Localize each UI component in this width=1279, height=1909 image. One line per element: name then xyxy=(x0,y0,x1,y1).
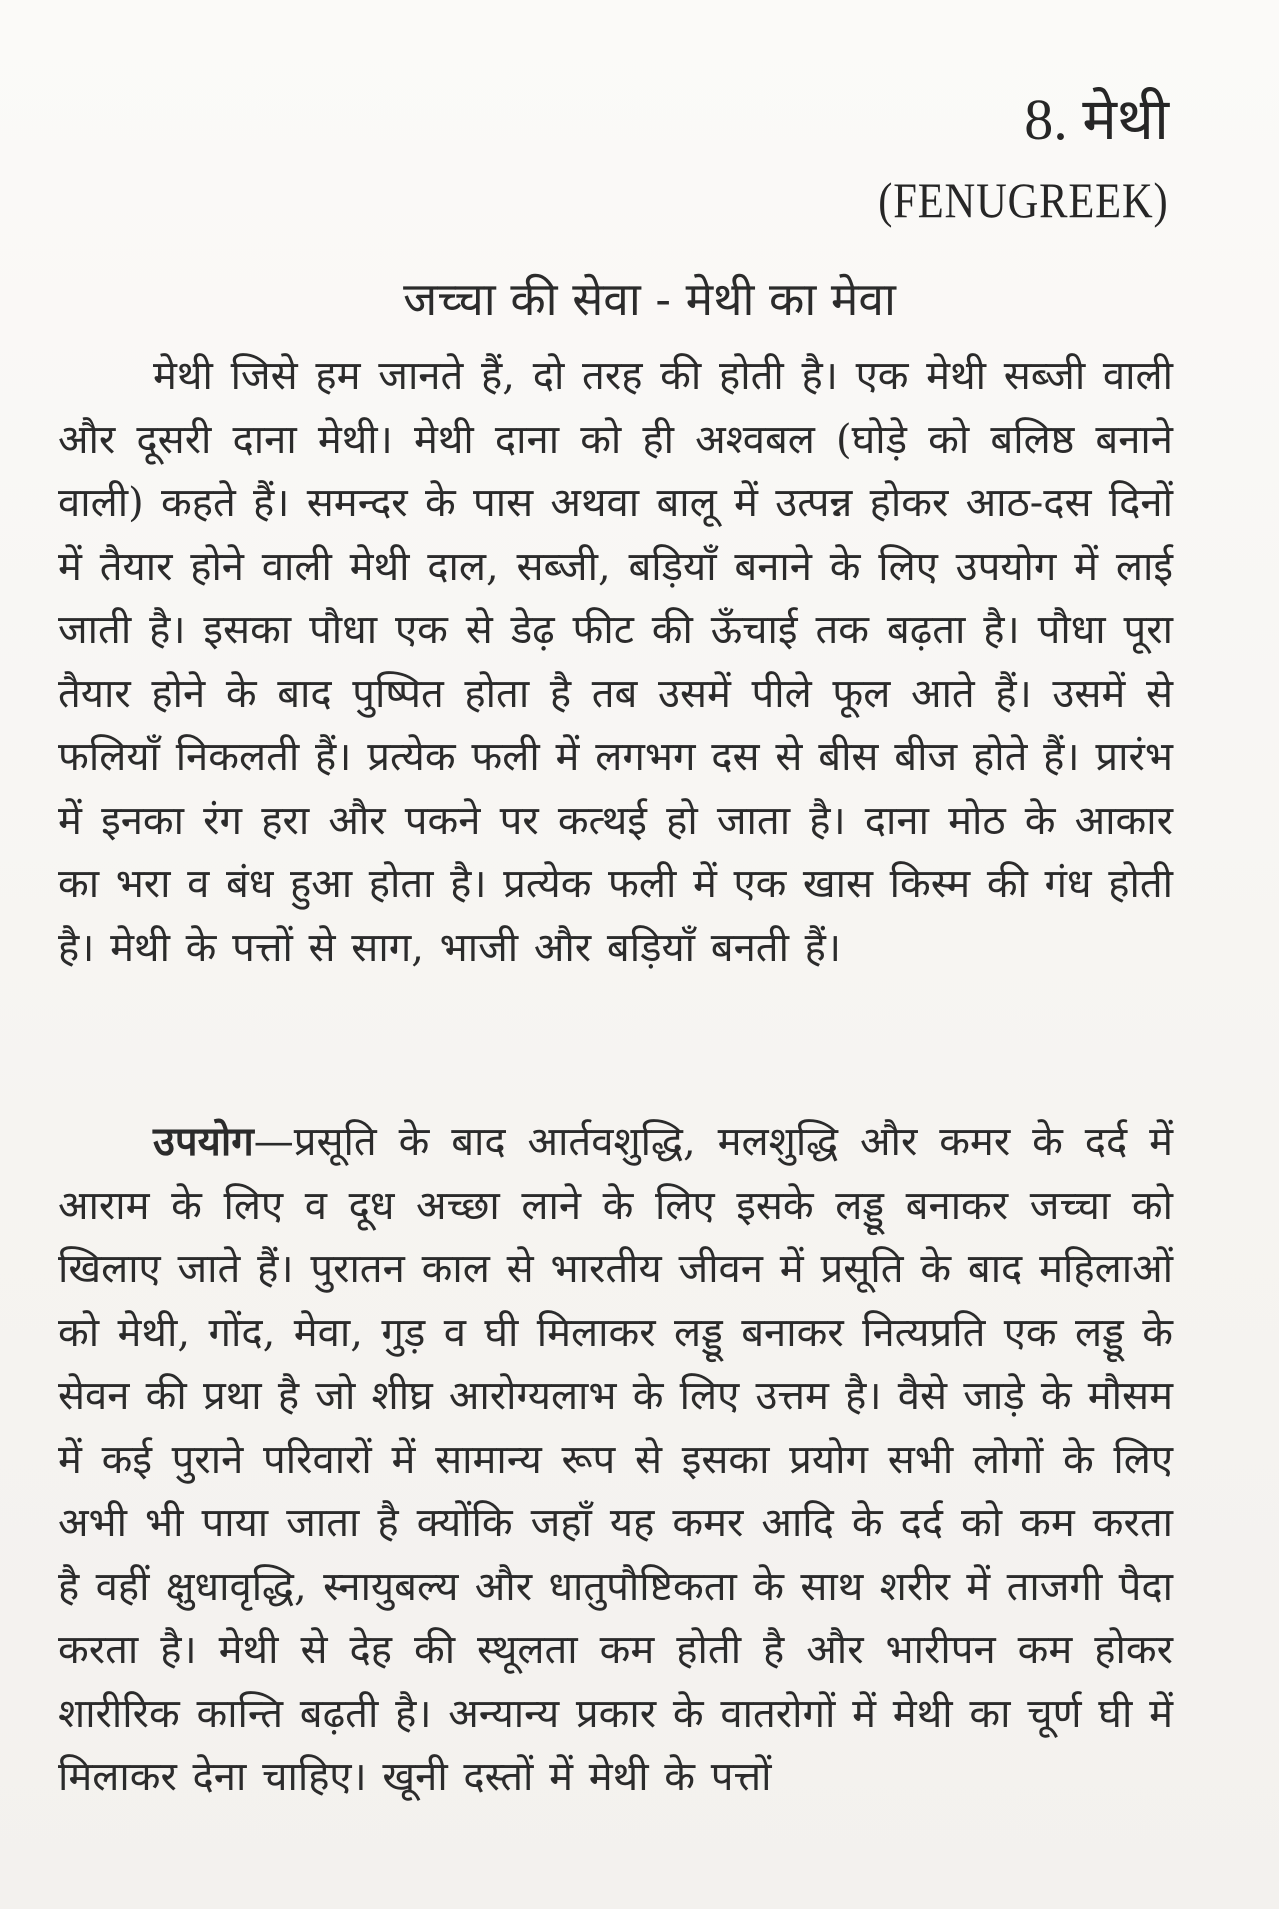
paragraph-uses xyxy=(58,1110,1173,1810)
paragraph-text: मेथी जिसे हम जानते हैं, दो तरह की होती है। एक मेथी सब्जी वाली और दूसरी दाना मेथी। मेथी दाना को ही अश्वबल (घोड़े को बलिष्ठ बनाने वाली) कहते हैं। समन्दर के पास अथवा बालू में उत्पन्न होकर आठ-दस दिनों में तैयार होने वाली मेथी दाल, सब्जी, बड़ियाँ बनाने के लिए उपयोग में लाई जाती है। इसका पौधा एक से डेढ़ फीट की ऊँचाई तक बढ़ता है। पौधा पूरा तैयार होने के बाद पुष्पित होता है तब उसमें पीले फूल आते हैं। उसमें से फलियाँ निकलती हैं। प्रत्येक फली में लगभग दस से बीस बीज होते हैं। प्रारंभ में इनका रंग हरा और पकने पर कत्थई हो जाता है। दाना मोठ के आकार का भरा व बंध हुआ होता है। प्रत्येक फली में एक खास किस्म की गंध होती है। मेथी के पत्तों से साग, भाजी और बड़ियाँ बनती हैं। xyxy=(58,353,1173,971)
paragraph-description xyxy=(58,345,1173,980)
paragraph-term: उपयोग xyxy=(153,1118,254,1165)
section-subheading: जच्चा की सेवा - मेथी का मेवा xyxy=(403,272,896,326)
chapter-english-title: (FENUGREEK) xyxy=(878,172,1169,228)
chapter-title: 8. मेथी xyxy=(1024,87,1169,152)
paragraph-text: —प्रसूति के बाद आर्तवशुद्धि, मलशुद्धि और कमर के दर्द में आराम के लिए व दूध अच्छा लाने के लिए इसके लड्डू बनाकर जच्चा को खिलाए जाते हैं। पुरातन काल से भारतीय जीवन में प्रसूति के बाद महिलाओं को मेथी, गोंद, मेवा, गुड़ व घी मिलाकर लड्डू बनाकर नित्यप्रति एक लड्डू के सेवन की प्रथा है जो शीघ्र आरोग्यलाभ के लिए उत्तम है। वैसे जाड़े के मौसम में कई पुराने परिवारों में सामान्य रूप से इसका प्रयोग सभी लोगों के लिए अभी भी पाया जाता है क्योंकि जहाँ यह कमर आदि के दर्द को कम करता है वहीं क्षुधावृद्धि, स्नायुबल्य और धातुपौष्टिकता के साथ शरीर में ताजगी पैदा करता है। मेथी से देह की स्थूलता कम होती है और भारीपन कम होकर शारीरिक कान्ति बढ़ती है। अन्यान्य प्रकार के वातरोगों में मेथी का चूर्ण घी में मिलाकर देना चाहिए। खूनी दस्तों में मेथी के पत्तों xyxy=(58,1119,1173,1800)
